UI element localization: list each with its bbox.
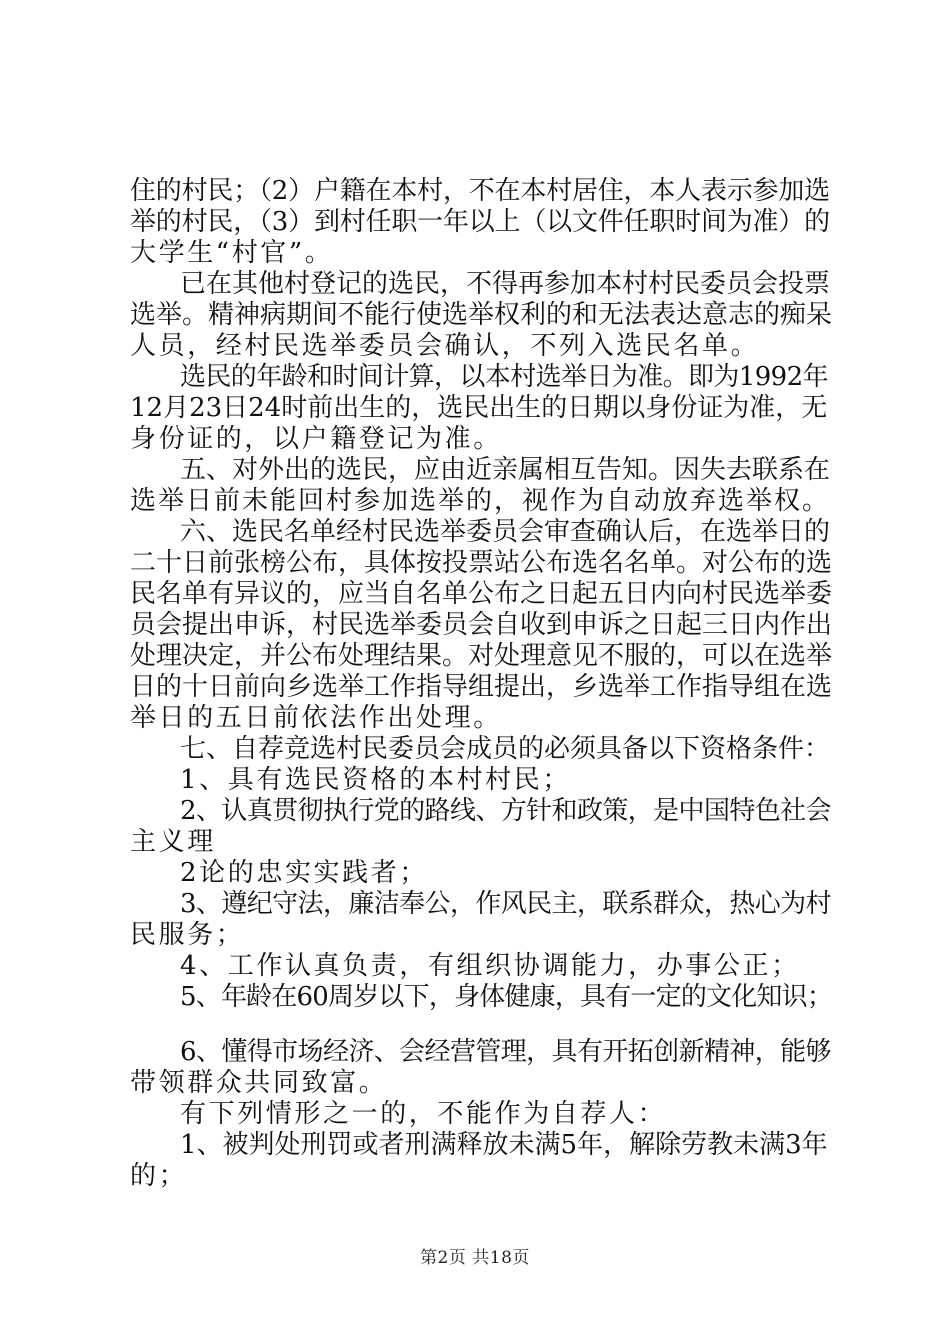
body-line-1: 住的村民；（2）户籍在本村，不在本村居住，本人表示参加选 — [130, 176, 830, 206]
body-line-23: 2论的忠实实践者； — [180, 858, 428, 888]
body-line-21: 2、认真贯彻执行党的路线、方针和政策，是中国特色社会 — [180, 796, 831, 826]
body-line-32: 的； — [130, 1161, 188, 1191]
body-line-6: 人员，经村民选举委员会确认，不列入选民名单。 — [130, 331, 760, 361]
body-line-11: 选举日前未能回村参加选举的，视作为自动放弃选举权。 — [130, 486, 831, 516]
page-footer: 第2页 共18页 — [420, 1248, 530, 1268]
body-line-12: 六、选民名单经村民选举委员会审查确认后，在选举日的 — [180, 517, 831, 547]
body-line-3: 大学生“村官”。 — [130, 238, 334, 268]
body-line-22: 主义理 — [130, 827, 216, 857]
body-line-10: 五、对外出的选民，应由近亲属相互告知。因失去联系在 — [180, 455, 831, 485]
body-line-8: 12月23日24时前出生的，选民出生的日期以身份证为准，无 — [130, 393, 828, 423]
body-line-13: 二十日前张榜公布，具体按投票站公布选名名单。对公布的选 — [130, 548, 833, 578]
body-line-30: 有下列情形之一的，不能作为自荐人： — [180, 1099, 667, 1129]
body-line-27: 5、年龄在60周岁以下，身体健康，具有一定的文化知识； — [180, 982, 833, 1012]
body-line-20: 1、具有选民资格的本村村民； — [180, 765, 571, 795]
body-line-24: 3、遵纪守法，廉洁奉公，作风民主，联系群众，热心为村 — [180, 889, 831, 919]
body-line-16: 处理决定，并公布处理结果。对处理意见不服的，可以在选举 — [130, 641, 833, 671]
body-line-4: 已在其他村登记的选民，不得再参加本村村民委员会投票 — [180, 269, 831, 299]
body-line-29: 带领群众共同致富。 — [130, 1068, 388, 1098]
body-line-7: 选民的年龄和时间计算，以本村选举日为准。即为1992年 — [180, 362, 828, 392]
body-line-17: 日的十日前向乡选举工作指导组提出，乡选举工作指导组在选 — [130, 672, 833, 702]
body-line-31: 1、被判处刑罚或者刑满释放未满5年，解除劳教未满3年 — [180, 1130, 828, 1160]
body-line-2: 举的村民，（3）到村任职一年以上（以文件任职时间为准）的 — [130, 207, 830, 237]
body-line-15: 员会提出申诉，村民选举委员会自收到申诉之日起三日内作出 — [130, 610, 833, 640]
body-line-5: 选举。精神病期间不能行使选举权利的和无法表达意志的痴呆 — [130, 300, 833, 330]
body-line-14: 民名单有异议的，应当自名单公布之日起五日内向村民选举委 — [130, 579, 833, 609]
body-line-9: 身份证的，以户籍登记为准。 — [130, 424, 502, 454]
body-line-26: 4、工作认真负责，有组织协调能力，办事公正； — [180, 951, 800, 981]
body-line-18: 举日的五日前依法作出处理。 — [130, 703, 502, 733]
body-line-25: 民服务； — [130, 920, 245, 950]
body-line-28: 6、懂得市场经济、会经营管理，具有开拓创新精神，能够 — [180, 1037, 831, 1067]
body-line-19: 七、自荐竞选村民委员会成员的必须具备以下资格条件： — [180, 734, 831, 764]
